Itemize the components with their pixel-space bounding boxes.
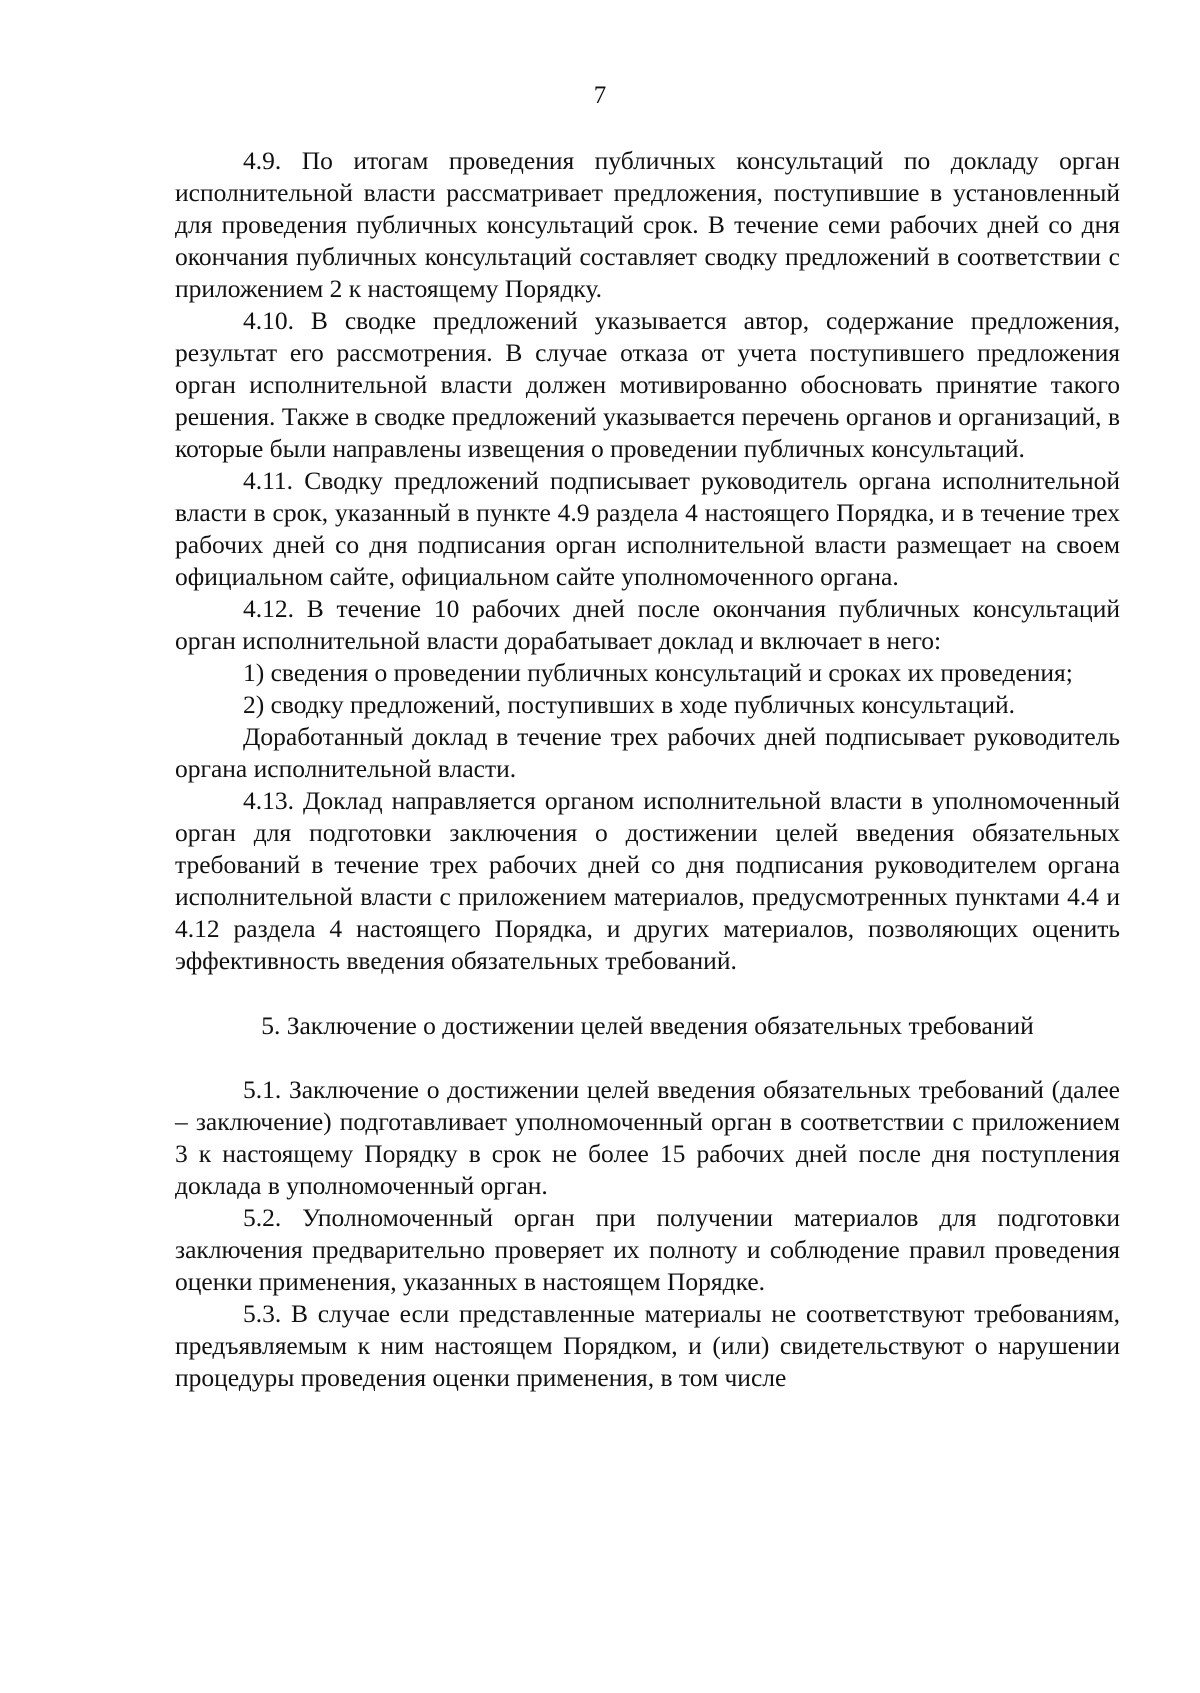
- paragraph-5-3: 5.3. В случае если представленные материалы не соответствуют требованиям, предъявляемым к ним настоящем Порядком, и (или) свидетельствуют о нарушении процедуры проведения оценки применения, в том числе: [175, 1299, 1120, 1392]
- page-number: 7: [593, 82, 607, 109]
- document-body: [175, 145, 1120, 1394]
- paragraph-revised-report: Доработанный доклад в течение трех рабочих дней подписывает руководитель органа исполнительной власти.: [175, 722, 1120, 783]
- paragraph-5-1: 5.1. Заключение о достижении целей введения обязательных требований (далее – заключение) подготавливает уполномоченный орган в соответствии с приложением 3 к настоящему Порядку в срок не более 15 рабочих дней после дня поступления доклада в уполномоченный орган.: [175, 1075, 1120, 1200]
- list-item-1: 1) сведения о проведении публичных консультаций и сроках их проведения;: [243, 658, 1073, 687]
- paragraph-4-12: 4.12. В течение 10 рабочих дней после окончания публичных консультаций орган исполнительной власти дорабатывает доклад и включает в него:: [175, 594, 1120, 655]
- list-item-2: 2) сводку предложений, поступивших в ходе публичных консультаций.: [243, 690, 1016, 719]
- paragraph-4-10: 4.10. В сводке предложений указывается автор, содержание предложения, результат его рассмотрения. В случае отказа от учета поступившего предложения орган исполнительной власти должен мотивированно обосновать принятие такого решения. Также в сводке предложений указывается перечень органов и организаций, в которые были направлены извещения о проведении публичных консультаций.: [175, 306, 1120, 463]
- section-5-heading: 5. Заключение о достижении целей введения обязательных требований: [261, 1011, 1034, 1040]
- paragraph-4-11: 4.11. Сводку предложений подписывает руководитель органа исполнительной власти в срок, указанный в пункте 4.9 раздела 4 настоящего Порядка, и в течение трех рабочих дней со дня подписания орган исполнительной власти размещает на своем официальном сайте, официальном сайте уполномоченного органа.: [175, 466, 1120, 591]
- paragraph-4-13: 4.13. Доклад направляется органом исполнительной власти в уполномоченный орган для подготовки заключения о достижении целей введения обязательных требований в течение трех рабочих дней со дня подписания руководителем органа исполнительной власти с приложением материалов, предусмотренных пунктами 4.4 и 4.12 раздела 4 настоящего Порядка, и других материалов, позволяющих оценить эффективность введения обязательных требований.: [175, 786, 1120, 975]
- paragraph-5-2: 5.2. Уполномоченный орган при получении материалов для подготовки заключения предварительно проверяет их полноту и соблюдение правил проведения оценки применения, указанных в настоящем Порядке.: [175, 1203, 1120, 1296]
- paragraph-4-9: 4.9. По итогам проведения публичных консультаций по докладу орган исполнительной власти рассматривает предложения, поступившие в установленный для проведения публичных консультаций срок. В течение семи рабочих дней со дня окончания публичных консультаций составляет сводку предложений в соответствии с приложением 2 к настоящему Порядку.: [175, 146, 1120, 303]
